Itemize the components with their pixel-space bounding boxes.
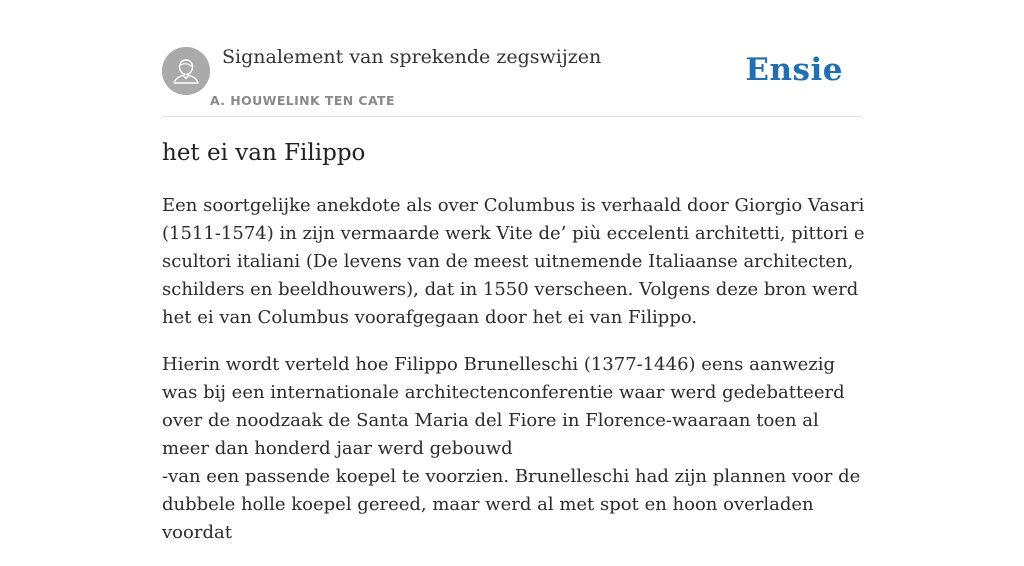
ensie-logo[interactable]: Ensie: [745, 52, 843, 88]
user-silhouette-icon: [162, 47, 210, 95]
entry-header: [162, 46, 862, 117]
entry-title: het ei van Filippo: [162, 140, 366, 166]
paragraph: Een soortgelijke anekdote als over Columbus is verhaald door Giorgio Vasari (1511-1574) in zijn vermaarde werk Vite de’ più eccelenti architetti, pittori e scultori italiani (De levens van de meest uitnemende Italiaanse architecten, schilders en beeldhouwers), dat in 1550 verscheen. Volgens deze bron werd het ei van Columbus voorafgegaan door het ei van Filippo.: [162, 195, 865, 328]
author-name[interactable]: A. HOUWELINK TEN CATE: [210, 93, 395, 108]
entry-body: [162, 192, 867, 566]
paragraph: Hierin wordt verteld hoe Filippo Brunelleschi (1377-1446) eens aanwezig was bij een internationale architectenconferentie waar werd gedebatteerd over de noodzaak de Santa Maria del Fiore in Florence-waaraan toen al meer dan honderd jaar werd gebouwd -van een passende koepel te voorzien. Brunelleschi had zijn plannen voor de dubbele holle koepel gereed, maar werd al met spot en hoon overladen voordat: [162, 354, 861, 543]
book-title[interactable]: Signalement van sprekende zegswijzen: [222, 46, 602, 68]
